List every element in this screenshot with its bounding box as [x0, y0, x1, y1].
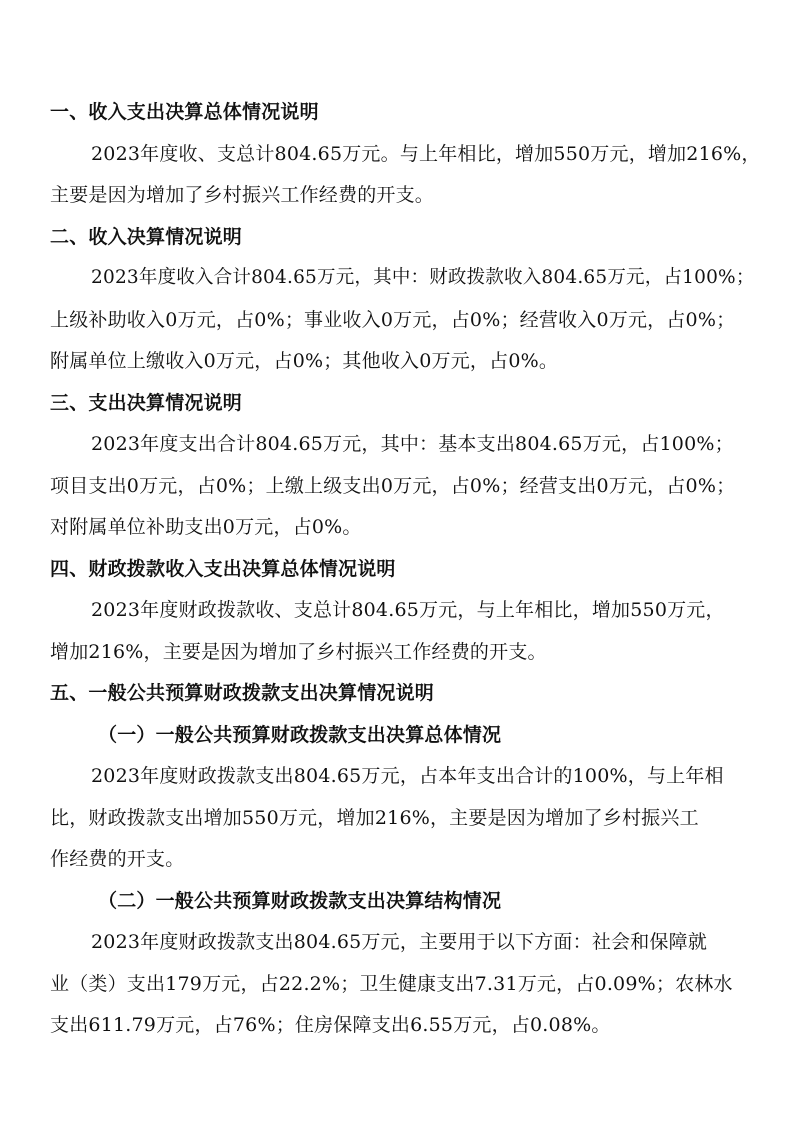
section-2-heading: 二、收入决算情况说明: [50, 226, 243, 248]
subsection-5-1-line-2: 比，财政拨款支出增加550万元，增加216%，主要是因为增加了乡村振兴工: [50, 807, 699, 829]
section-2-line-2: 上级补助收入0万元，占0%；事业收入0万元，占0%；经营收入0万元，占0%；: [50, 309, 736, 331]
subsection-5-1-line-3: 作经费的开支。: [50, 848, 185, 870]
subsection-5-2-line-2: 业（类）支出179万元，占22.2%；卫生健康支出7.31万元，占0.09%；农林水: [50, 973, 733, 995]
section-4-heading: 四、财政拨款收入支出决算总体情况说明: [50, 558, 396, 580]
section-4-line-2: 增加216%，主要是因为增加了乡村振兴工作经费的开支。: [50, 641, 547, 663]
section-3-line-2: 项目支出0万元，占0%；上缴上级支出0万元，占0%；经营支出0万元，占0%；: [50, 475, 736, 497]
section-3-line-3: 对附属单位补助支出0万元，占0%。: [50, 516, 362, 538]
section-3-line-1: 2023年度支出合计804.65万元，其中：基本支出804.65万元，占100%；: [91, 433, 734, 455]
section-2-line-3: 附属单位上缴收入0万元，占0%；其他收入0万元，占0%。: [50, 350, 559, 372]
section-5-heading: 五、一般公共预算财政拨款支出决算情况说明: [50, 682, 435, 704]
section-2-line-1: 2023年度收入合计804.65万元，其中：财政拨款收入804.65万元，占100%；: [91, 267, 755, 288]
section-4-line-1: 2023年度财政拨款收、支总计804.65万元，与上年相比，增加550万元，: [91, 599, 725, 621]
section-1-line-2: 主要是因为增加了乡村振兴工作经费的开支。: [50, 184, 435, 206]
section-1-heading: 一、收入支出决算总体情况说明: [50, 101, 319, 123]
subsection-5-1-heading: （一）一般公共预算财政拨款支出决算总体情况: [98, 724, 502, 746]
section-1-line-1: 2023年度收、支总计804.65万元。与上年相比，增加550万元，增加216%，: [91, 143, 761, 165]
section-3-heading: 三、支出决算情况说明: [50, 392, 243, 414]
subsection-5-2-heading: （二）一般公共预算财政拨款支出决算结构情况: [98, 890, 502, 912]
subsection-5-1-line-1: 2023年度财政拨款支出804.65万元，占本年支出合计的100%，与上年相: [91, 765, 724, 787]
subsection-5-2-line-1: 2023年度财政拨款支出804.65万元，主要用于以下方面：社会和保障就: [91, 931, 708, 953]
subsection-5-2-line-3: 支出611.79万元，占76%；住房保障支出6.55万元，占0.08%。: [50, 1014, 611, 1036]
